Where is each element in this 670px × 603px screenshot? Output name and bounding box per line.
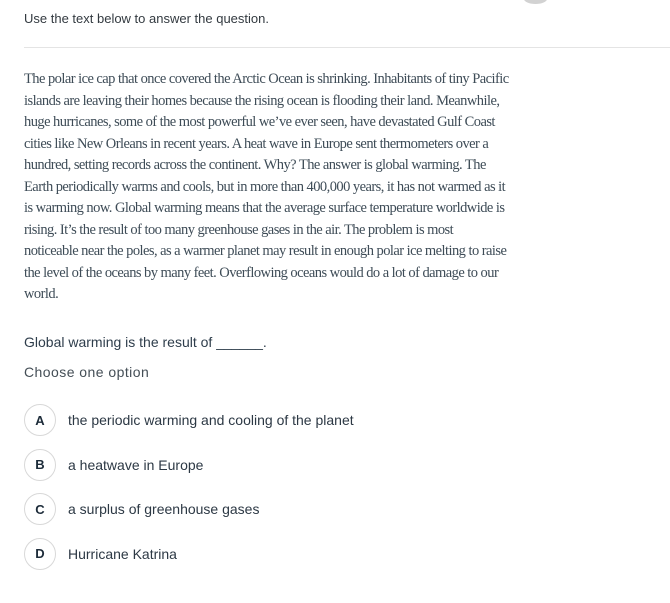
passage-line: huge hurricanes, some of the most powerful we’ve ever seen, have devastated Gulf Coast <box>24 114 495 130</box>
passage-line: is warming now. Global warming means that the average surface temperature worldwide is <box>24 200 505 216</box>
passage-line: world. <box>24 286 59 302</box>
option-label: the periodic warming and cooling of the planet <box>68 412 354 428</box>
option-letter-badge: B <box>24 449 56 481</box>
option-letter-badge: A <box>24 404 56 436</box>
instruction-text: Use the text below to answer the question. <box>24 11 269 26</box>
option-a[interactable] <box>24 404 354 436</box>
passage-line: islands are leaving their homes because the rising ocean is flooding their land. Meanwhile, <box>24 92 500 109</box>
choose-one-label: Choose one option <box>24 364 150 380</box>
option-letter-badge: C <box>24 493 56 525</box>
question-prompt: Global warming is the result of ______. <box>24 334 267 350</box>
options-list <box>24 404 354 570</box>
option-label: a heatwave in Europe <box>68 456 204 473</box>
passage-line: Earth periodically warms and cools, but in more than 400,000 years, it has not warmed as it <box>24 178 506 195</box>
passage-line: hundred, setting records across the continent. Why? The answer is global warming. The <box>24 157 486 173</box>
top-edge-fragment <box>524 0 547 4</box>
option-b[interactable] <box>24 449 354 481</box>
passage-line: noticeable near the poles, as a warmer planet may result in enough polar ice melting to raise <box>24 243 507 259</box>
passage-line: rising. It’s the result of too many greenhouse gases in the air. The problem is most <box>24 221 454 238</box>
option-label: Hurricane Katrina <box>68 545 177 562</box>
option-letter-badge: D <box>24 538 56 570</box>
option-label: a surplus of greenhouse gases <box>68 501 260 517</box>
passage-line: cities like New Orleans in recent years. A heat wave in Europe sent thermometers over a <box>24 135 489 152</box>
option-d[interactable] <box>24 538 354 570</box>
passage-line: The polar ice cap that once covered the Arctic Ocean is shrinking. Inhabitants of tiny Pacific <box>24 71 509 87</box>
option-c[interactable] <box>24 493 354 525</box>
divider <box>24 47 670 48</box>
passage-line: the level of the oceans by many feet. Overflowing oceans would do a lot of damage to our <box>24 264 499 281</box>
passage-text <box>24 69 509 306</box>
